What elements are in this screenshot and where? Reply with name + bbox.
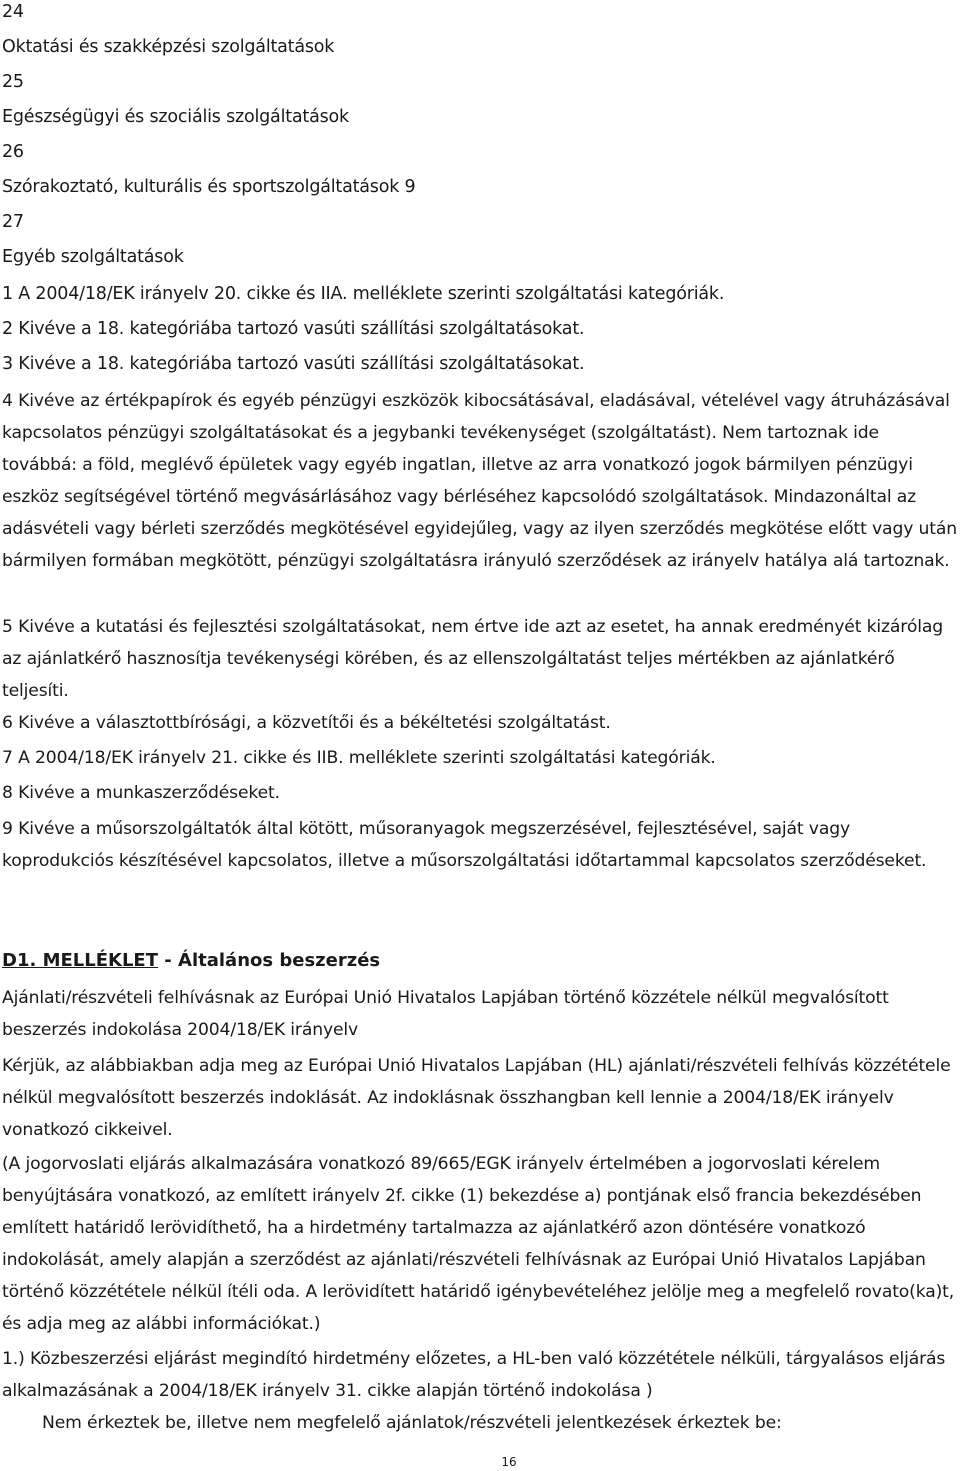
category-title: Egészségügyi és szociális szolgáltatások xyxy=(2,107,349,127)
footnote-3: 3 Kivéve a 18. kategóriába tartozó vasúti szállítási szolgáltatásokat. xyxy=(2,354,585,374)
footnote-7: 7 A 2004/18/EK irányelv 21. cikke és IIB. melléklete szerinti szolgáltatási kategóriák. xyxy=(2,748,716,768)
category-title: Oktatási és szakképzési szolgáltatások xyxy=(2,37,335,57)
footnote-6: 6 Kivéve a választottbírósági, a közvetítői és a békéltetési szolgáltatást. xyxy=(2,713,611,733)
category-title: Egyéb szolgáltatások xyxy=(2,247,184,267)
footnote-8: 8 Kivéve a munkaszerződéseket. xyxy=(2,783,280,803)
footnote-4: 4 Kivéve az értékpapírok és egyéb pénzügyi eszközök kibocsátásával, eladásával, vételével vagy átruházásával kapcsolatos pénzügyi szolgáltatásokat és a jegybanki tevékenységet (szolgáltatást). Nem tartoznak ide továbbá: a föld, meglévő épületek vagy egyéb ingatlan, illetve az arra vonatkozó jogok bármilyen pénzügyi eszköz segítségével történő megvásárlásához vagy bérléséhez kapcsolódó szolgáltatások. Mindazonáltal az adásvételi vagy bérleti szerződés megkötésével egyidejűleg, vagy az ilyen szerződés megkötése előtt vagy után bármilyen formában megkötött, pénzügyi szolgáltatásra irányuló szerződések az irányelv hatálya alá tartoznak. xyxy=(2,391,957,571)
annex-heading-lead: D1. MELLÉKLET xyxy=(2,950,159,971)
category-title: Szórakoztató, kulturális és sportszolgáltatások 9 xyxy=(2,177,416,197)
footnote-1: 1 A 2004/18/EK irányelv 20. cikke és IIA. melléklete szerinti szolgáltatási kategóriák. xyxy=(2,284,725,304)
legal-note-paragraph: (A jogorvoslati eljárás alkalmazására vonatkozó 89/665/EGK irányelv értelmében a jogorvoslati kérelem benyújtására vonatkozó, az említett irányelv 2f. cikke (1) bekezdése a) pontjának első francia bekezdésében említett határidő lerövidíthető, ha a hirdetmény tartalmazza az ajánlatkérő azon döntésére vonatkozó indokolását, amely alapján a szerződést az ajánlati/részvételi felhívásnak az Európai Unió Hivatalos Lapjában történő közzététele nélkül ítéli oda. A lerövidített határidő igénybevételéhez jelölje meg a megfelelő rovato(ka)t, és adja meg az alábbi információkat.) xyxy=(2,1154,955,1334)
footnote-9: 9 Kivéve a műsorszolgáltatók által kötött, műsoranyagok megszerzésével, fejlesztésével, saját vagy koprodukciós készítésével kapcsolatos, illetve a műsorszolgáltatási időtartammal kapcsolatos szerződéseket. xyxy=(2,819,927,871)
annex-heading-rest: - Általános beszerzés xyxy=(158,950,381,971)
footnote-2: 2 Kivéve a 18. kategóriába tartozó vasúti szállítási szolgáltatásokat. xyxy=(2,319,585,339)
category-number: 25 xyxy=(2,72,24,92)
item-1: 1.) Közbeszerzési eljárást megindító hirdetmény előzetes, a HL-ben való közzététele nélküli, tárgyalásos eljárás alkalmazásának a 2004/18/EK irányelv 31. cikke alapján történő indokolása ) xyxy=(2,1349,946,1401)
category-number: 27 xyxy=(2,212,24,232)
instruction-paragraph: Kérjük, az alábbiakban adja meg az Európai Unió Hivatalos Lapjában (HL) ajánlati/részvételi felhívás közzététele nélkül megvalósított beszerzés indoklását. Az indoklásnak összhangban kell lennie a 2004/18/EK irányelv vonatkozó cikkeivel. xyxy=(2,1056,951,1140)
page-number: 16 xyxy=(501,1455,517,1469)
category-number: 24 xyxy=(2,2,24,22)
category-number: 26 xyxy=(2,142,24,162)
footnote-5: 5 Kivéve a kutatási és fejlesztési szolgáltatásokat, nem értve ide azt az esetet, ha annak eredményét kizárólag az ajánlatkérő hasznosítja tevékenységi körében, és az ellenszolgáltatást teljes mértékben az ajánlatkérő teljesíti. xyxy=(2,617,943,701)
annex-heading xyxy=(2,950,380,971)
annex-subtitle: Ajánlati/részvételi felhívásnak az Európai Unió Hivatalos Lapjában történő közzétele nélkül megvalósított beszerzés indokolása 2004/18/EK irányelv xyxy=(2,988,889,1040)
item-1-subline: Nem érkeztek be, illetve nem megfelelő ajánlatok/részvételi jelentkezések érkeztek be: xyxy=(42,1413,782,1433)
